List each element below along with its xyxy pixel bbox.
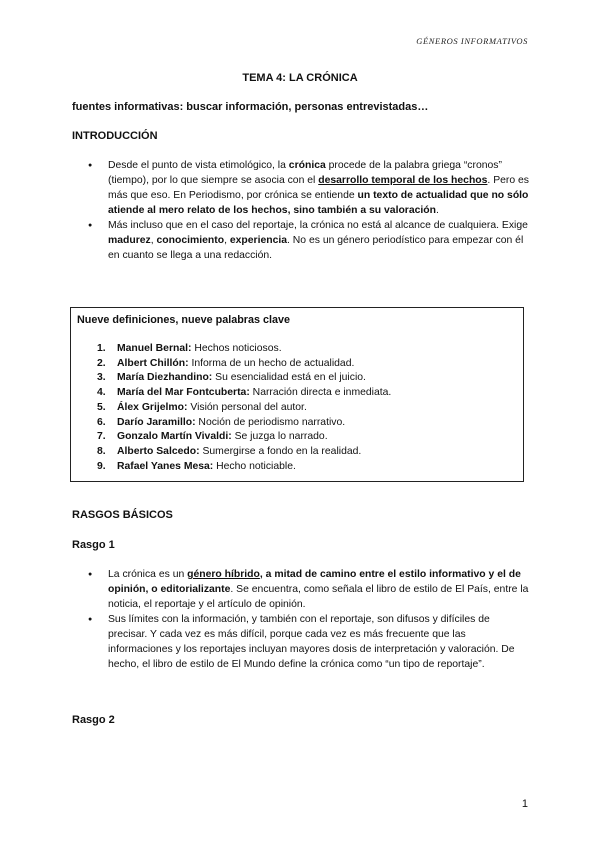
intro-bullet-list <box>86 158 530 263</box>
text-run: , <box>224 235 230 246</box>
text-run: Más incluso que en el caso del reportaje, la crónica no está al alcance de cualquiera. Exige <box>108 220 528 231</box>
item-number: 6. <box>97 416 106 428</box>
definition-text: Narración directa e inmediata. <box>249 387 392 399</box>
author-name: Manuel Bernal: <box>117 343 192 354</box>
definition-text: Informa de un hecho de actualidad. <box>188 357 355 369</box>
bold-term: , a mitad de camino entre el estilo informativo y el de opinión, o editorializante <box>108 569 521 595</box>
item-number: 1. <box>97 343 106 354</box>
author-name: Rafael Yanes Mesa: <box>117 460 214 472</box>
text-run: . Se encuentra, como señala el libro de estilo de El País, entre la noticia, el reportaje y el artículo de opinión. <box>108 584 529 610</box>
text-run: Sus límites con la información, y también con el reportaje, son difusos y difíciles de precisar. Y cada vez es más difícil, porque cada vez es más frecuente que las informaciones y los reportajes incluyan mayores dosis de interpretación y valoración. De hecho, el libro de estilo de El Mundo define la crónica como “un tipo de reportaje”. <box>108 614 515 670</box>
bold-term: crónica <box>288 160 326 171</box>
rasgo1-bullet-list <box>86 567 530 672</box>
author-name: Álex Grijelmo: <box>117 401 188 413</box>
list-item <box>86 158 530 218</box>
item-number: 3. <box>97 372 106 384</box>
definition-item <box>97 416 391 431</box>
author-name: María del Mar Fontcuberta: <box>117 387 250 399</box>
definition-item <box>97 342 391 357</box>
item-number: 5. <box>97 401 106 413</box>
text-run: La crónica es un <box>108 569 188 580</box>
list-item <box>86 567 530 612</box>
item-number: 4. <box>97 387 106 399</box>
definition-text: Noción de periodismo narrativo. <box>195 416 346 428</box>
definition-item <box>97 371 391 386</box>
item-number: 7. <box>97 431 106 443</box>
page-number: 1 <box>521 798 528 810</box>
item-number: 8. <box>97 445 106 457</box>
definition-text: Hecho noticiable. <box>213 460 296 472</box>
subsection-heading-rasgo-2: Rasgo 2 <box>72 714 115 726</box>
running-header: GÉNEROS INFORMATIVOS <box>416 36 528 46</box>
definition-text: Sumergirse a fondo en la realidad. <box>199 445 362 457</box>
underlined-term: desarrollo temporal de los hechos <box>318 175 488 186</box>
definition-item <box>97 386 391 401</box>
definition-text: Su esencialidad está en el juicio. <box>212 372 366 384</box>
bold-term: experiencia <box>229 235 288 246</box>
author-name: Darío Jaramillo: <box>117 416 196 428</box>
bold-term: conocimiento <box>156 235 225 246</box>
author-name: María Diezhandino: <box>117 372 213 384</box>
subtitle: fuentes informativas: buscar información, personas entrevistadas… <box>72 101 429 113</box>
item-number: 9. <box>97 460 106 472</box>
author-name: Albert Chillón: <box>117 357 189 369</box>
section-heading-introduccion: INTRODUCCIÓN <box>72 130 158 142</box>
bold-term: un texto de actualidad que no sólo atiende al mero relato de los hechos, sino también a su valoración <box>108 190 529 216</box>
definition-text: Visión personal del autor. <box>187 401 307 413</box>
definitions-box <box>70 307 524 482</box>
definitions-list <box>97 342 391 474</box>
author-name: Gonzalo Martín Vivaldi: <box>117 431 232 443</box>
definition-text: Hechos noticiosos. <box>191 343 282 354</box>
text-run: Desde el punto de vista etimológico, la <box>108 160 289 171</box>
definition-item <box>97 401 391 416</box>
author-name: Alberto Salcedo: <box>117 445 200 457</box>
bold-term: madurez <box>108 235 151 246</box>
section-heading-rasgos: RASGOS BÁSICOS <box>72 509 173 521</box>
page-title: TEMA 4: LA CRÓNICA <box>242 72 358 84</box>
definition-item <box>97 357 391 372</box>
definitions-box-title: Nueve definiciones, nueve palabras clave <box>77 314 291 326</box>
text-run: . Pero es más que eso. En Periodismo, por crónica se entiende <box>108 175 530 201</box>
definition-text: Se juzga lo narrado. <box>231 431 328 443</box>
definition-item <box>97 445 391 460</box>
subsection-heading-rasgo-1: Rasgo 1 <box>72 539 115 551</box>
text-run: . <box>435 205 439 216</box>
underlined-term: género híbrido <box>187 569 260 580</box>
definition-item <box>97 460 391 475</box>
item-number: 2. <box>97 357 106 369</box>
definition-item <box>97 430 391 445</box>
text-run: , <box>150 235 157 246</box>
list-item <box>86 218 530 263</box>
text-run: . No es un género periodístico para empezar con él en cuanto se llega a una redacción. <box>108 235 524 261</box>
list-item <box>86 612 530 672</box>
text-run: procede de la palabra griega “cronos” (tiempo), por lo que siempre se asocia con el <box>108 160 502 186</box>
